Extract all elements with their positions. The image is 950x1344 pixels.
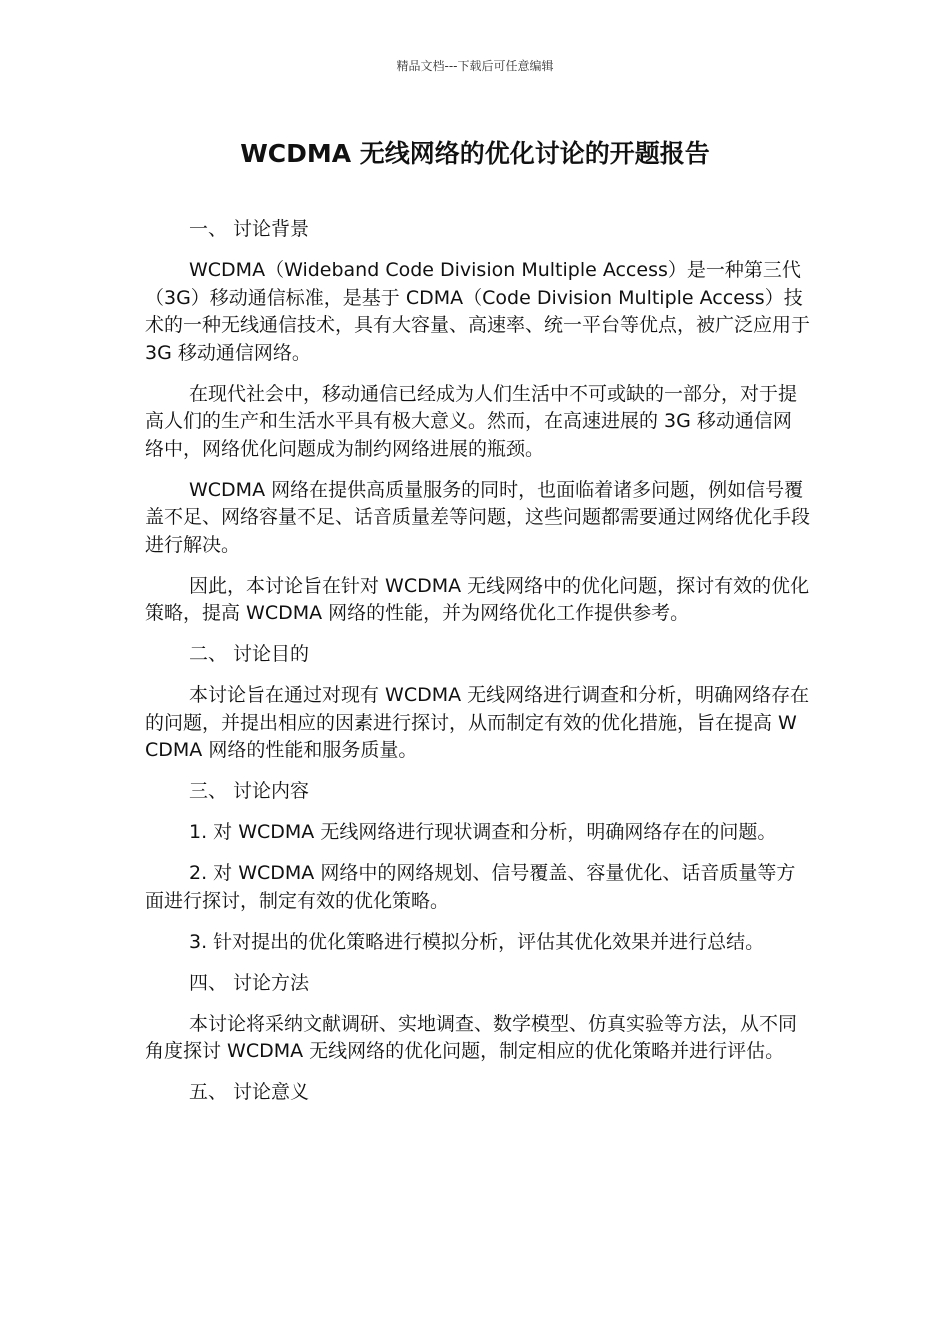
list-item: 2. 对 WCDMA 网络中的网络规划、信号覆盖、容量优化、话音质量等方面进行探讨，制定有效的优化策略。	[145, 862, 796, 912]
document-body	[145, 216, 810, 1120]
paragraph: 本讨论旨在通过对现有 WCDMA 无线网络进行调查和分析，明确网络存在的问题，并提出相应的因素进行探讨，从而制定有效的优化措施，旨在提高 WCDMA 网络的性能和服务质量。	[145, 684, 810, 761]
list-item: 3. 针对提出的优化策略进行模拟分析，评估其优化效果并进行总结。	[189, 930, 765, 953]
paragraph: 本讨论将采纳文献调研、实地调查、数学模型、仿真实验等方法，从不同角度探讨 WCDMA 无线网络的优化问题，制定相应的优化策略并进行评估。	[145, 1012, 798, 1062]
section-heading-purpose: 二、 讨论目的	[189, 643, 310, 665]
paragraph: 在现代社会中，移动通信已经成为人们生活中不可或缺的一部分，对于提高人们的生产和生活水平具有极大意义。然而，在高速进展的 3G 移动通信网络中，网络优化问题成为制约网络进展的瓶颈。	[145, 382, 798, 460]
header-note: 精品文档---下载后可任意编辑	[396, 59, 554, 73]
paragraph: 因此，本讨论旨在针对 WCDMA 无线网络中的优化问题，探讨有效的优化策略，提高 WCDMA 网络的性能，并为网络优化工作提供参考。	[145, 574, 810, 624]
paragraph: WCDMA 网络在提供高质量服务的同时，也面临着诸多问题，例如信号覆盖不足、网络容量不足、话音质量差等问题，这些问题都需要通过网络优化手段进行解决。	[145, 478, 811, 556]
section-heading-method: 四、 讨论方法	[189, 971, 310, 994]
section-heading-content: 三、 讨论内容	[189, 780, 310, 802]
paragraph: WCDMA（Wideband Code Division Multiple Access）是一种第三代（3G）移动通信标准，是基于 CDMA（Code Division Multiple Access）技术的一种无线通信技术，具有大容量、高速率、统一平台等优点，被广泛应用于 3G 移动通信网络。	[145, 259, 811, 364]
list-item: 1. 对 WCDMA 无线网络进行现状调查和分析，明确网络存在的问题。	[189, 821, 777, 843]
section-heading-significance: 五、 讨论意义	[189, 1081, 310, 1103]
document-title: WCDMA 无线网络的优化讨论的开题报告	[240, 139, 710, 168]
section-heading-background: 一、 讨论背景	[189, 218, 310, 240]
